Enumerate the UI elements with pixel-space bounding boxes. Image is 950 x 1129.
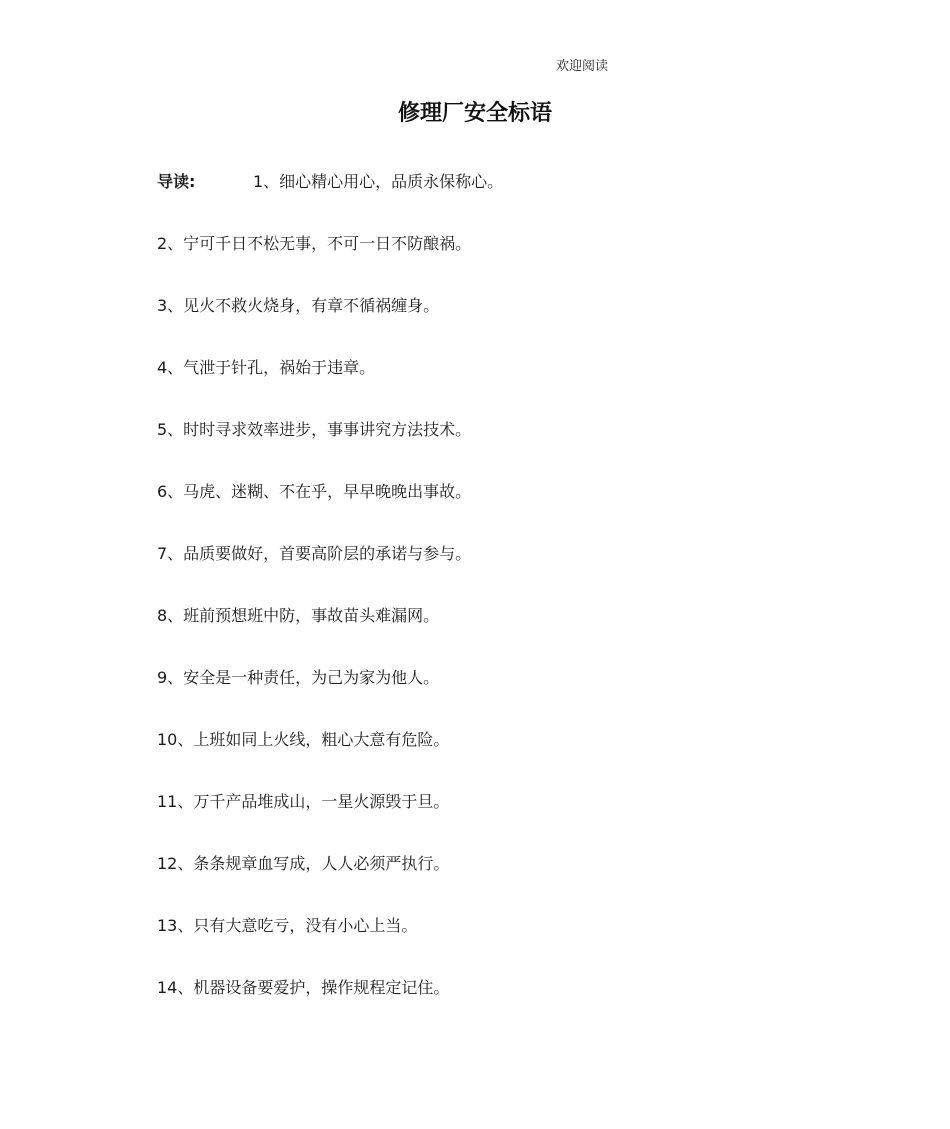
slogan-item: 4、气泄于针孔，祸始于违章。: [157, 358, 376, 377]
slogan-item: 11、万千产品堆成山，一星火源毁于旦。: [157, 792, 450, 811]
slogan-item: 14、机器设备要爱护，操作规程定记住。: [157, 978, 450, 997]
slogan-list: [157, 232, 471, 1038]
slogan-item: 2、宁可千日不松无事，不可一日不防酿祸。: [157, 234, 472, 253]
slogan-item: 5、时时寻求效率进步，事事讲究方法技术。: [157, 420, 472, 439]
slogan-item: 3、见火不救火烧身，有章不循祸缠身。: [157, 296, 440, 315]
slogan-item: 8、班前预想班中防，事故苗头难漏网。: [157, 606, 440, 625]
slogan-item: 10、上班如同上火线，粗心大意有危险。: [157, 730, 450, 749]
slogan-item: 13、只有大意吃亏，没有小心上当。: [157, 916, 418, 935]
slogan-item: 6、马虎、迷糊、不在乎，早早晚晚出事故。: [157, 482, 472, 501]
slogan-item: 9、安全是一种责任，为己为家为他人。: [157, 668, 440, 687]
slogan-item: 7、品质要做好，首要高阶层的承诺与参与。: [157, 544, 472, 563]
slogan-item: 12、条条规章血写成，人人必须严执行。: [157, 854, 450, 873]
document-title: 修理厂安全标语: [397, 101, 552, 126]
intro-text: 1、细心精心用心，品质永保称心。: [253, 172, 504, 191]
intro-label: 导读:: [157, 172, 196, 191]
intro-paragraph: [157, 170, 503, 194]
header-note: 欢迎阅读: [556, 59, 609, 74]
